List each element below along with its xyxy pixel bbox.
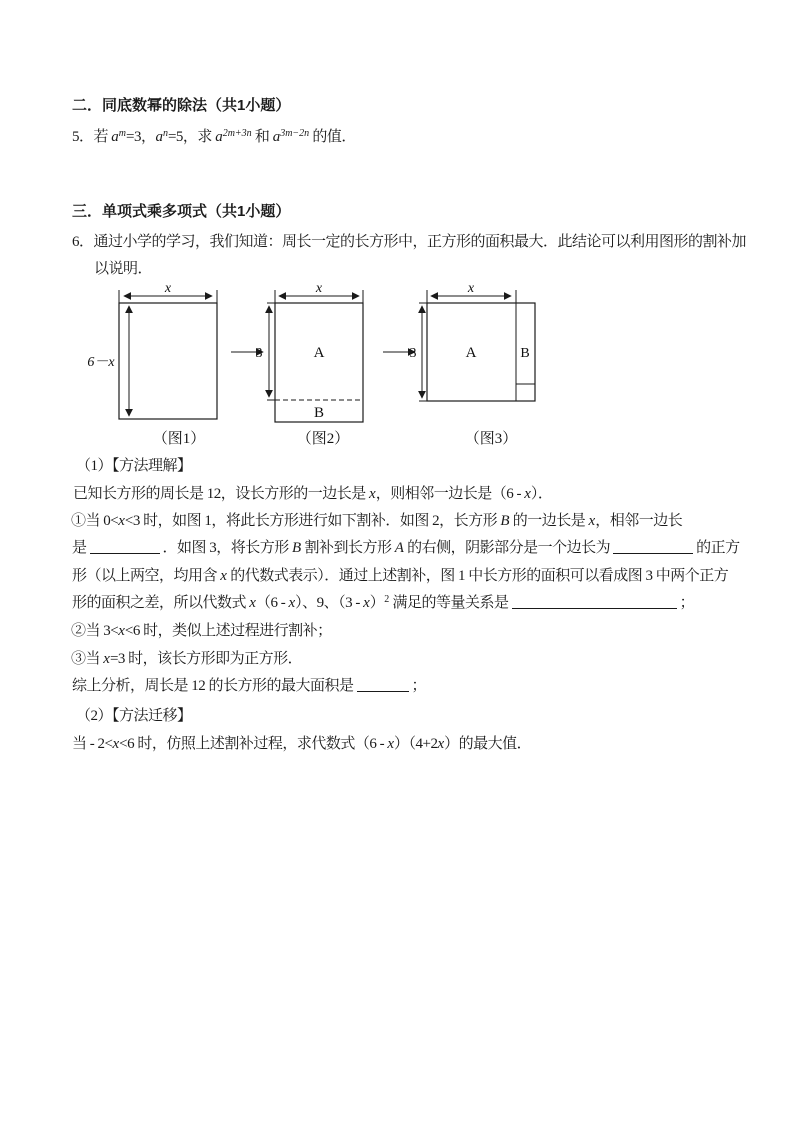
text-segment: <6 时，仿照上述割补过程，求代数式（6 - xyxy=(119,736,388,752)
text-segment: =3， xyxy=(126,129,156,145)
fig3-width-label: x xyxy=(467,281,475,296)
fig2-width-label: x xyxy=(315,281,323,296)
text-segment: 当 - 2< xyxy=(72,736,113,752)
text-segment: m xyxy=(118,128,126,139)
text-segment: 综上分析，周长是 12 的长方形的最大面积是 xyxy=(72,678,354,694)
text-segment: 的代数式表示）．通过上述割补，图 1 中长方形的面积可以看成图 3 中两个正方 xyxy=(226,568,729,584)
text-segment: A xyxy=(394,540,404,556)
fig1-rectangle xyxy=(119,303,217,419)
text-segment: 的正方 xyxy=(696,540,740,556)
text-segment: ）． xyxy=(530,486,553,502)
answer-blank xyxy=(357,677,409,692)
case1-line4 xyxy=(72,593,694,615)
text-segment: =3 时，该长方形即为正方形． xyxy=(109,651,303,667)
text-segment: B xyxy=(500,513,510,529)
text-segment: x xyxy=(437,736,445,752)
text-segment: （6 - xyxy=(255,595,289,611)
text-segment: x xyxy=(249,595,256,611)
text-segment: =5，求 xyxy=(167,129,216,145)
answer-blank xyxy=(613,539,693,554)
text-segment: 割补到长方形 xyxy=(301,540,395,556)
text-segment: 的右侧，阴影部分是一个边长为 xyxy=(403,540,611,556)
text-segment: ） xyxy=(369,595,385,611)
answer-blank xyxy=(512,594,677,609)
fig3-outer-square xyxy=(427,303,535,401)
text-segment: ③当 xyxy=(71,651,104,667)
text-segment: 3m−2n xyxy=(280,128,310,139)
text-segment: ，则相邻一边长是（6 - xyxy=(375,486,525,502)
case1-line2 xyxy=(72,538,740,558)
method-understanding-heading xyxy=(76,456,192,476)
text-segment: 以说明． xyxy=(94,261,153,277)
case1-line1 xyxy=(71,511,682,531)
text-segment: （1）【方法理解】 xyxy=(76,458,192,474)
fig3-height-label: 3 xyxy=(409,346,417,361)
problem-5-text xyxy=(72,127,356,149)
text-segment: 三．单项式乘多项式（共1小题） xyxy=(72,203,291,220)
method-understanding-intro xyxy=(73,484,552,504)
text-segment: x xyxy=(363,595,370,611)
text-segment: 形（以上两空，均用含 xyxy=(72,568,221,584)
case2-line xyxy=(71,621,332,641)
text-segment: 6．通过小学的学习，我们知道：周长一定的长方形中，正方形的面积最大．此结论可以利用图形的割补加 xyxy=(72,234,747,250)
text-segment: 形的面积之差，所以代数式 xyxy=(72,595,250,611)
text-segment: 和 xyxy=(251,129,273,145)
text-segment: ②当 3< xyxy=(71,623,119,639)
text-segment: n xyxy=(162,128,168,139)
text-segment: <3 时，如图 1，将此长方形进行如下割补．如图 2，长方形 xyxy=(124,513,501,529)
text-segment: ，相邻一边长 xyxy=(595,513,683,529)
case3-line xyxy=(71,649,302,669)
method-transfer-heading xyxy=(76,706,192,726)
method-transfer-body xyxy=(72,734,531,754)
text-segment: ①当 0< xyxy=(71,513,119,529)
text-segment: ； xyxy=(679,595,695,611)
figure-2 xyxy=(256,281,364,447)
text-segment: ）（4+2 xyxy=(394,736,438,752)
text-segment: x xyxy=(288,595,296,611)
figure-3 xyxy=(410,281,536,447)
fig2-height-label: 3 xyxy=(255,346,263,361)
text-segment: 2 xyxy=(384,594,390,605)
fig1-caption: （图1） xyxy=(152,431,206,447)
fig3-region-a-label: A xyxy=(465,345,477,361)
fig1-width-label: x xyxy=(164,281,172,296)
fig2-region-a-label: A xyxy=(313,345,325,361)
text-segment: x xyxy=(220,568,227,584)
fig2-caption: （图2） xyxy=(296,431,350,447)
text-segment: ．如图 3，将长方形 xyxy=(162,540,293,556)
text-segment: x xyxy=(387,736,395,752)
fig1-height-label: 6－x xyxy=(87,355,115,370)
text-segment: B xyxy=(292,540,302,556)
figure-1 xyxy=(87,281,217,447)
text-segment: x xyxy=(524,486,531,502)
text-segment: 已知长方形的周长是 12，设长方形的一边长是 xyxy=(73,486,370,502)
figure-row xyxy=(83,280,558,452)
text-segment: <6 时，类似上述过程进行割补； xyxy=(124,623,332,639)
section-heading-monomial-polynomial xyxy=(72,202,290,222)
section-heading-power-division xyxy=(72,96,290,116)
text-segment: x xyxy=(112,736,120,752)
text-segment: ）的最大值． xyxy=(444,736,532,752)
problem-6-text-line1 xyxy=(72,232,746,252)
text-segment: a xyxy=(272,129,281,145)
text-segment: x xyxy=(103,651,110,667)
text-segment: x xyxy=(369,486,376,502)
fig2-region-b-label: B xyxy=(313,405,325,421)
fig3-region-b-label: B xyxy=(520,346,530,361)
answer-blank xyxy=(90,539,160,554)
text-segment: a xyxy=(111,129,119,145)
fig3-shaded-square xyxy=(516,384,535,401)
text-segment: 2m+3n xyxy=(222,128,252,139)
text-segment: a xyxy=(215,129,223,145)
text-segment: x xyxy=(588,513,596,529)
text-segment: 的值． xyxy=(309,129,356,145)
text-segment: ； xyxy=(411,678,427,694)
text-segment: 是 xyxy=(72,540,87,556)
text-segment: x xyxy=(118,513,125,529)
text-segment: 二．同底数幂的除法（共1小题） xyxy=(72,97,291,114)
text-segment: x xyxy=(118,623,125,639)
text-segment: 的一边长是 xyxy=(509,513,589,529)
summary-line xyxy=(72,676,426,696)
problem-6-text-line2 xyxy=(94,259,152,279)
text-segment: 满足的等量关系是 xyxy=(389,595,509,611)
text-segment: （2）【方法迁移】 xyxy=(76,708,192,724)
fig3-caption: （图3） xyxy=(464,431,518,447)
text-segment: ）、9、（3 - xyxy=(295,595,364,611)
case1-line3 xyxy=(72,566,728,586)
text-segment: a xyxy=(155,129,163,145)
text-segment: 5．若 xyxy=(72,129,112,145)
